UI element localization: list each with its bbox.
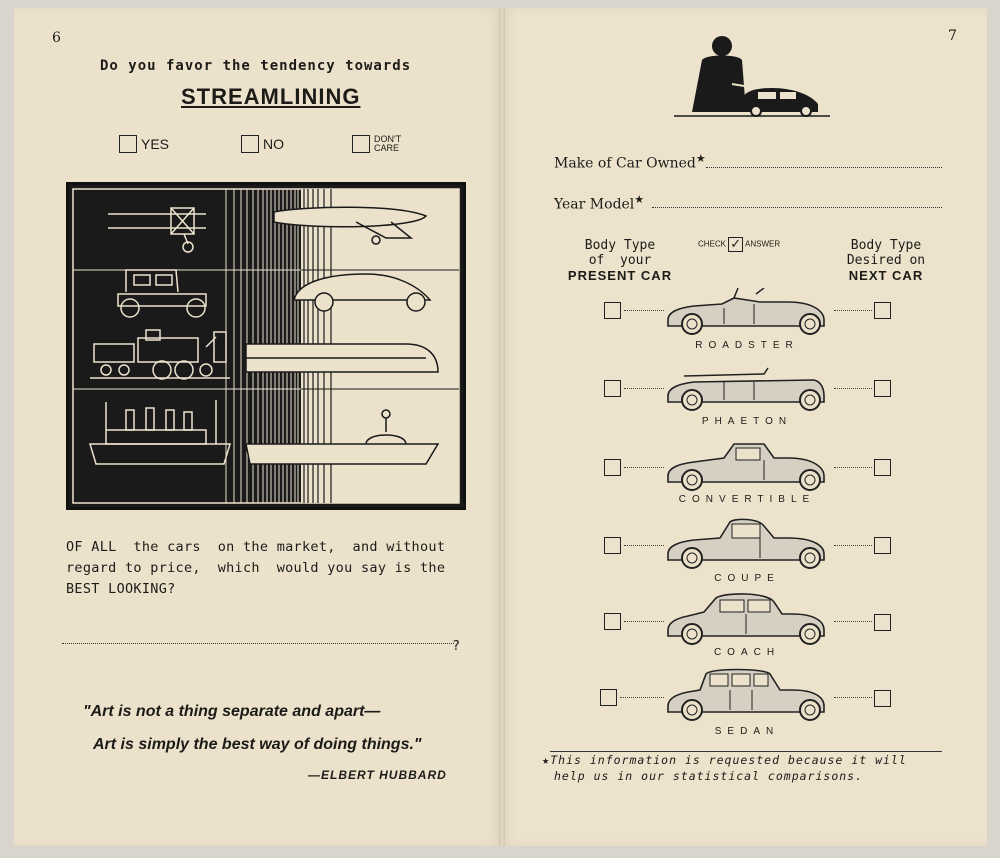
- leader-line: [834, 467, 872, 468]
- leader-line: [624, 310, 664, 311]
- page-number-right: 7: [948, 28, 957, 44]
- present-car-header: Body Type of your PRESENT CAR: [567, 238, 673, 283]
- next-phaeton-checkbox[interactable]: [874, 380, 891, 397]
- year-model-label: Year Model★: [554, 193, 645, 213]
- yes-label: YES: [141, 135, 170, 152]
- quote-author: —ELBERT HUBBARD: [308, 768, 447, 782]
- check-mark-icon: ✓: [728, 237, 743, 252]
- next-car-header: Body Type Desired on NEXT CAR: [846, 238, 926, 283]
- leader-line: [624, 545, 664, 546]
- leader-line: [834, 697, 872, 698]
- year-model-field[interactable]: [652, 207, 942, 208]
- yes-checkbox[interactable]: [119, 135, 137, 153]
- option-no[interactable]: [241, 133, 284, 153]
- leader-line: [624, 467, 664, 468]
- present-phaeton-checkbox[interactable]: [604, 380, 621, 397]
- phaeton-label: PHAETON: [701, 416, 793, 427]
- leader-line: [620, 697, 664, 698]
- option-dont-care[interactable]: [352, 133, 401, 153]
- dont-care-checkbox[interactable]: [352, 135, 370, 153]
- book-gutter: [499, 8, 505, 846]
- roadster-label: ROADSTER: [695, 340, 799, 351]
- best-looking-answer-line[interactable]: [62, 643, 454, 644]
- present-sedan-checkbox[interactable]: [600, 689, 617, 706]
- present-roadster-checkbox[interactable]: [604, 302, 621, 319]
- footnote-star-icon: ★: [542, 753, 551, 767]
- coupe-car-icon: [664, 516, 830, 570]
- leader-line: [624, 388, 664, 389]
- man-with-car-icon: [672, 30, 832, 118]
- sedan-label: SEDAN: [714, 726, 780, 737]
- best-looking-question: OF ALL the cars on the market, and without regard to price, which would you say is the BEST LOOKING?: [66, 539, 446, 597]
- next-coach-checkbox[interactable]: [874, 614, 891, 631]
- answer-question-mark: ?: [452, 638, 461, 654]
- next-coupe-checkbox[interactable]: [874, 537, 891, 554]
- present-convertible-checkbox[interactable]: [604, 459, 621, 476]
- option-yes[interactable]: [119, 133, 169, 153]
- leader-line: [834, 621, 872, 622]
- check-answer-instruction: CHECK ✓ ANSWER: [698, 236, 781, 251]
- leader-line: [624, 621, 664, 622]
- quote-line-2: Art is simply the best way of doing things.": [93, 736, 422, 753]
- year-star-icon: ★: [634, 193, 645, 206]
- next-roadster-checkbox[interactable]: [874, 302, 891, 319]
- leader-line: [834, 388, 872, 389]
- phaeton-car-icon: [664, 364, 830, 412]
- coach-label: COACH: [713, 647, 781, 658]
- make-star-icon: ★: [695, 152, 706, 165]
- footnote: ★This information is requested because it will help us in our statistical comparisons.: [542, 753, 907, 783]
- streamlining-question: Do you favor the tendency towards: [100, 58, 412, 74]
- no-label: NO: [263, 135, 284, 152]
- coupe-label: COUPE: [714, 573, 780, 584]
- streamlining-title: STREAMLINING: [181, 84, 361, 109]
- next-sedan-checkbox[interactable]: [874, 690, 891, 707]
- dont-care-label: DON'T CARE: [374, 133, 402, 153]
- coach-car-icon: [664, 592, 830, 646]
- next-convertible-checkbox[interactable]: [874, 459, 891, 476]
- present-coupe-checkbox[interactable]: [604, 537, 621, 554]
- leader-line: [834, 310, 872, 311]
- sedan-car-icon: [664, 666, 830, 722]
- leader-line: [834, 545, 872, 546]
- streamlined-train-icon: [246, 344, 438, 372]
- no-checkbox[interactable]: [241, 135, 259, 153]
- convertible-label: CONVERTIBLE: [678, 494, 816, 505]
- present-coach-checkbox[interactable]: [604, 613, 621, 630]
- streamlining-illustration: [66, 182, 466, 510]
- page-number-left: 6: [52, 30, 61, 46]
- convertible-car-icon: [664, 440, 830, 492]
- quote-line-1: "Art is not a thing separate and apart—: [83, 703, 381, 720]
- roadster-car-icon: [664, 288, 830, 336]
- make-of-car-label: Make of Car Owned★: [554, 152, 706, 172]
- make-of-car-field[interactable]: [706, 167, 942, 168]
